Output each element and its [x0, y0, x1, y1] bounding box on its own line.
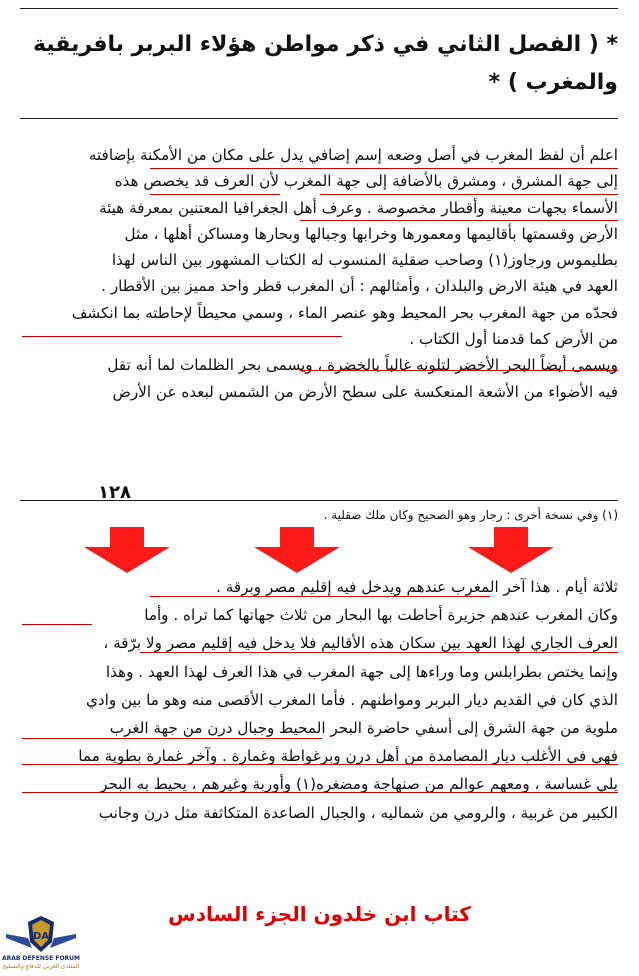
down-arrow-icon	[254, 527, 340, 573]
highlight-underline	[22, 764, 618, 765]
text-line: العرف الجاري لهذا العهد بين سكان هذه الأقاليم فلا يدخل فيه إقليم مصر ولا برّقة ،	[103, 634, 618, 653]
highlight-underline	[320, 194, 618, 195]
footnote-rule	[20, 500, 618, 501]
highlight-underline	[150, 168, 618, 169]
text-line: وإنما يختص بطرابلس وما وراءها إلى جهة المغرب في هذا العرف لهذا العهد . وهذا	[105, 662, 618, 681]
text-line: إلى جهة المشرق ، ومشرق بالأضافة إلى جهة المغرب لأن العرف قد يخصص هذه	[114, 172, 618, 191]
chapter-heading	[22, 26, 618, 102]
text-line: يلي غساسة ، ومعهم عوالم من صنهاجة ومضغره(١) وأوربة وغيرهم ، يحيط به البحر	[100, 775, 618, 794]
footnote: (١) وفي نسخة أخرى : رجار وهو الصحيح وكان ملك صقلية .	[323, 508, 618, 522]
down-arrow-icon	[468, 527, 554, 573]
highlight-underline	[22, 792, 618, 793]
paragraph-1	[24, 142, 618, 405]
highlight-underline	[300, 370, 618, 371]
text-line: الأسماء بجهات معينة وأقطار مخصوصة . وعرف أهل الجغرافيا المعتنين بمعرفة هيئة	[98, 198, 618, 217]
highlight-underline	[22, 624, 92, 625]
page-number: ١٢٨	[98, 482, 131, 503]
text-line: ثلاثة أيام . هذا آخر المغرب عندهم ويدخل فيه إقليم مصر وبرقة .	[216, 578, 618, 596]
chapter-heading-line-1: * ( الفصل الثاني في ذكر مواطن هؤلاء البربر بافريقية	[32, 32, 618, 57]
watermark-name: ARAB DEFENSE FORUM	[1, 955, 81, 962]
text-line: وكان المغرب عندهم جزيرة أحاطت بها البحار من ثلاث جهاتها كما تراه . وأما	[144, 606, 618, 625]
top-rule	[20, 8, 618, 9]
highlight-underline	[22, 336, 342, 337]
highlight-underline	[150, 596, 490, 597]
text-line: الكبير من غربية ، والرومي من شماليه ، والجبال الصاعدة المتكاثفة مثل درن وجانب	[98, 803, 618, 822]
down-arrow-icon	[84, 527, 170, 573]
text-line: الأرض وقسمتها بأقاليمها ومعمورها وخرابها وجبالها وبحارها ومساكن أهلها ، مثل	[124, 224, 618, 243]
text-line: فحدّه من جهة المغرب بحر المحيط وهو عنصر الماء ، وسمي محيطاً لإحاطته بما انكشف	[71, 303, 618, 322]
highlight-underline	[150, 194, 280, 195]
text-line: فيه الأضواء من الأشعة المنعكسة على سطح الأرض من الشمس لبعده عن الأرض	[112, 382, 618, 401]
forum-logo-letters: DA	[32, 931, 50, 942]
text-line: ويسمى أيضاً البحر الأخضر لتلونه غالباً بالخضرة ، ويسمى بحر الظلمات لما أنه تقل	[107, 356, 618, 375]
heading-rule	[20, 118, 618, 119]
highlight-underline	[140, 652, 618, 653]
text-line: اعلم أن لفظ المغرب في أصل وضعه إسم إضافي يدل على مكان من الأمكنة بإضافته	[88, 146, 618, 164]
watermark-arabic-name: المنتدى العربي للدفاع والتسليح	[2, 963, 80, 970]
source-title: كتاب ابن خلدون الجزء السادس	[168, 902, 471, 926]
text-line: فهي في الأغلب ديار المصامدة من أهل درن وبرغواطة وغمارة . وآخر غمارة بطوية مما	[78, 747, 618, 766]
highlight-underline	[300, 220, 618, 221]
text-line: العهد في هيئة الارض والبلدان ، وأمثالهم : أن المغرب قطر واحد مميز بين الأقطار .	[101, 277, 618, 296]
paragraph-2	[24, 573, 618, 827]
chapter-heading-line-2: والمغرب ) *	[488, 70, 618, 95]
text-line: الذي كان في القديم ديار البربر ومواطنهم . فأما المغرب الأقصى منه وهو ما بين وادي	[85, 690, 618, 709]
highlight-underline	[22, 738, 322, 739]
text-line: بطليموس ورجاوز(١) وصاحب صقلية المنسوب له الكتاب المشهور بين الناس لهذا	[111, 251, 618, 270]
text-line: من الأرض كما قدمنا أول الكتاب .	[409, 330, 618, 349]
text-line: ملوية من جهة الشرق إلى أسفي حاضرة البحر المحيط وجبال درن من جهة الغرب	[109, 719, 618, 738]
